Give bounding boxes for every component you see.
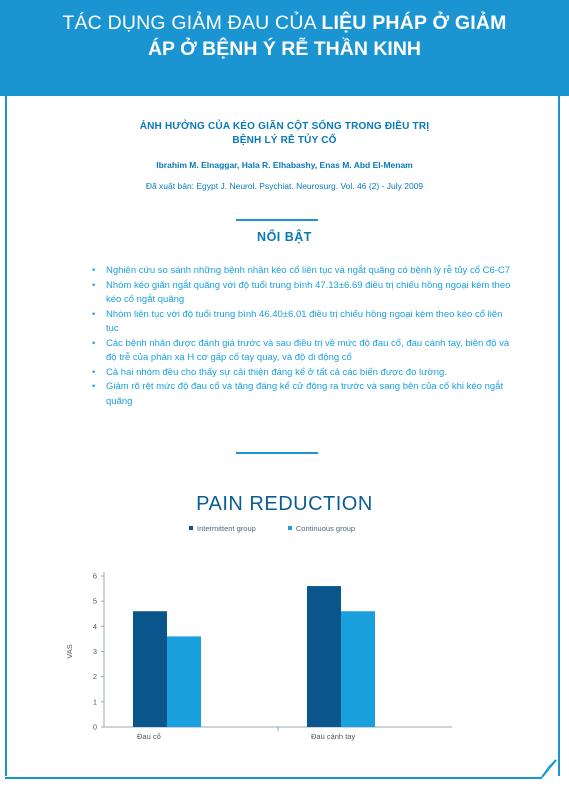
y-tick-label: 5 xyxy=(92,596,97,606)
header-title-line2: ÁP Ở BỆNH Ý RỄ THẦN KINH xyxy=(147,38,422,60)
y-tick-label: 6 xyxy=(92,571,97,581)
article-title-line1: ẢNH HƯỞNG CỦA KÉO GIÃN CỘT SỐNG TRONG ĐIỀU TRỊ xyxy=(139,121,430,132)
legend-swatch-continuous xyxy=(288,526,292,530)
page-frame-bottom xyxy=(5,777,542,779)
list-item: • Các bệnh nhân được đánh giá trước và sau điều trị về mức độ đau cổ, đau cánh tay, biên độ và độ trễ của phản xạ H cơ gấp cổ tay quay, và độ di động cổ xyxy=(92,337,510,363)
bar-intermittent-0 xyxy=(133,611,167,727)
divider-bottom xyxy=(236,452,318,454)
legend-label-intermittent: Intermittent group xyxy=(197,523,256,533)
divider-top xyxy=(236,219,318,221)
header-banner xyxy=(0,0,569,96)
highlights-list xyxy=(92,264,512,409)
y-tick-label: 4 xyxy=(92,621,97,631)
header-title-bold: LIỆU PHÁP Ở GIẢM xyxy=(321,12,507,34)
bar-continuous-1 xyxy=(341,611,375,727)
page-curl-icon xyxy=(540,758,562,780)
chart-legend xyxy=(189,523,385,533)
bar-intermittent-1 xyxy=(307,586,341,727)
list-item-text: Cả hai nhóm đều cho thấy sự cải thiện đáng kể ở tất cả các biến được đo lường. xyxy=(106,366,447,378)
list-item-text: Giảm rõ rệt mức độ đau cổ và tăng đáng kể cử động ra trước và sang bên của cổ khi kéo ngắt quãng xyxy=(106,381,504,407)
y-tick-label: 1 xyxy=(92,697,97,707)
list-item-text: Nhóm kéo giãn ngắt quãng với độ tuổi trung bình 47.13±6.69 điều trị chiếu hồng ngoại kèm theo kéo cổ ngắt quãng xyxy=(106,279,511,305)
list-item: • Nghiên cứu so sánh những bệnh nhân kéo cổ liên tục và ngắt quãng có bệnh lý rễ tủy cổ C6-C7 xyxy=(92,265,511,276)
header-title-line1 xyxy=(0,12,569,35)
bar-continuous-0 xyxy=(167,636,201,727)
legend-swatch-intermittent xyxy=(189,526,193,530)
article-authors: Ibrahim M. Elnaggar, Hala R. Elhabashy, Enas M. Abd El-Menam xyxy=(156,160,413,170)
list-item: • Giảm rõ rệt mức độ đau cổ và tăng đáng kể cử động ra trước và sang bên của cổ khi kéo ngắt quãng xyxy=(92,381,504,407)
y-tick-label: 0 xyxy=(92,722,97,732)
legend-label-continuous: Continuous group xyxy=(295,523,356,533)
legend-item-intermittent xyxy=(189,524,256,533)
x-tick-label: Đau cánh tay xyxy=(311,732,356,741)
list-item-text: Nhóm liên tục với độ tuổi trung bình 46.40±6.01 điều trị chiếu hồng ngoại kèm theo kéo cổ liên tục xyxy=(106,308,503,334)
pain-reduction-chart xyxy=(0,560,569,760)
article-published: Đã xuất bản: Egypt J. Neurol. Psychiat. Neurosurg. Vol. 46 (2) - July 2009 xyxy=(145,181,424,191)
header-title-plain: TÁC DỤNG GIẢM ĐAU CỦA xyxy=(62,12,322,34)
y-tick-label: 3 xyxy=(92,647,97,656)
legend-item-continuous xyxy=(288,524,355,533)
y-tick-label: 2 xyxy=(92,672,97,682)
highlights-title: NỔI BẬT xyxy=(257,230,312,244)
list-item-text: Nghiên cứu so sánh những bệnh nhân kéo cổ liên tục và ngắt quãng có bệnh lý rễ tủy cổ C6-C7 xyxy=(106,265,511,276)
list-item-text: Các bệnh nhân được đánh giá trước và sau điều trị về mức độ đau cổ, đau cánh tay, biên độ và độ trễ của phản xạ H cơ gấp cổ tay quay, và độ di động cổ xyxy=(106,337,510,363)
list-item: • Nhóm kéo giãn ngắt quãng với độ tuổi trung bình 47.13±6.69 điều trị chiếu hồng ngoại kèm theo kéo cổ ngắt quãng xyxy=(92,279,511,305)
x-tick-label: Đau cổ xyxy=(137,732,161,741)
list-item: • Cả hai nhóm đều cho thấy sự cải thiện đáng kể ở tất cả các biến được đo lường. xyxy=(92,366,447,378)
article-title-line2: BỆNH LÝ RỄ TỦY CỔ xyxy=(232,135,337,146)
chart-title: PAIN REDUCTION xyxy=(196,493,373,515)
list-item: • Nhóm liên tục với độ tuổi trung bình 46.40±6.01 điều trị chiếu hồng ngoại kèm theo kéo cổ liên tục xyxy=(92,308,503,334)
y-axis-label: VAS xyxy=(65,644,74,659)
